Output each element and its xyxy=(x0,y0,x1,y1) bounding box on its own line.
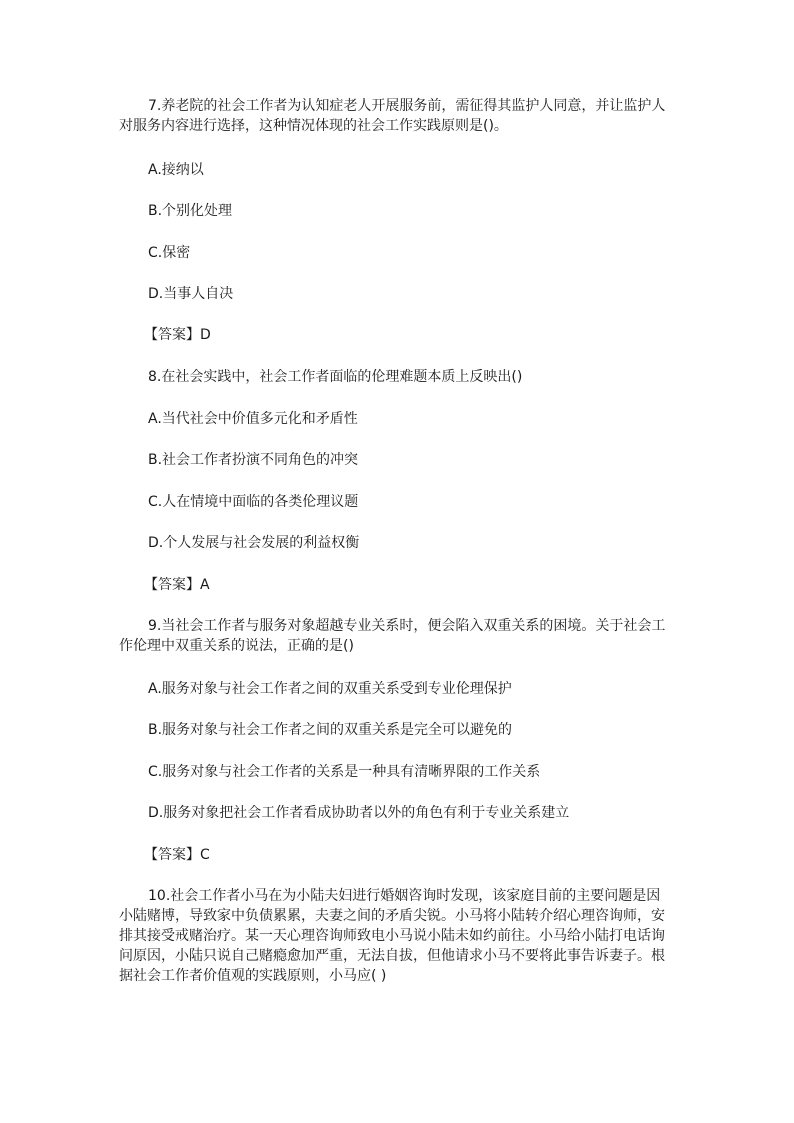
question-9-option-b: B.服务对象与社会工作者之间的双重关系是完全可以避免的 xyxy=(148,722,513,738)
question-7-option-d: D.当事人自决 xyxy=(148,286,234,302)
question-9-option-d: D.服务对象把社会工作者看成协助者以外的角色有利于专业关系建立 xyxy=(148,805,570,821)
question-8-answer: 【答案】A xyxy=(144,577,210,593)
question-8-stem: 8.在社会实践中，社会工作者面临的伦理难题本质上反映出() xyxy=(148,369,523,385)
question-7-option-a: A.接纳以 xyxy=(148,162,204,178)
question-8-option-c: C.人在情境中面临的各类伦理议题 xyxy=(148,494,359,510)
question-9-stem: 9.当社会工作者与服务对象超越专业关系时，便会陷入双重关系的困境。关于社会工作伦理中双重关系的说法，正确的是() xyxy=(119,618,666,654)
question-7-answer: 【答案】D xyxy=(144,327,211,343)
question-9-answer: 【答案】C xyxy=(144,847,210,863)
question-7-stem: 7.养老院的社会工作者为认知症老人开展服务前，需征得其监护人同意，并让监护人对服务内容进行选择，这种情况体现的社会工作实践原则是()。 xyxy=(119,98,666,134)
question-9-option-c: C.服务对象与社会工作者的关系是一种具有清晰界限的工作关系 xyxy=(148,764,541,780)
question-7-option-c: C.保密 xyxy=(148,245,191,261)
question-7-option-b: B.个别化处理 xyxy=(148,203,233,219)
question-8-option-b: B.社会工作者扮演不同角色的冲突 xyxy=(148,452,359,468)
question-8-option-d: D.个人发展与社会发展的利益权衡 xyxy=(148,535,360,551)
question-10-stem: 10.社会工作者小马在为小陆夫妇进行婚姻咨询时发现，该家庭目前的主要问题是因小陆赌博，导致家中负债累累，夫妻之间的矛盾尖锐。小马将小陆转介绍心理咨询师，安排其接受戒赌治疗。某一天心理咨询师致电小马说小陆未如约前往。小马给小陆打电话询问原因，小陆只说自己赌瘾愈加严重，无法自拔，但他请求小马不要将此事告诉妻子。根据社会工作者价值观的实践原则，小马应( ) xyxy=(119,888,665,984)
question-9-option-a: A.服务对象与社会工作者之间的双重关系受到专业伦理保护 xyxy=(148,681,512,697)
question-8-option-a: A.当代社会中价值多元化和矛盾性 xyxy=(148,411,358,427)
